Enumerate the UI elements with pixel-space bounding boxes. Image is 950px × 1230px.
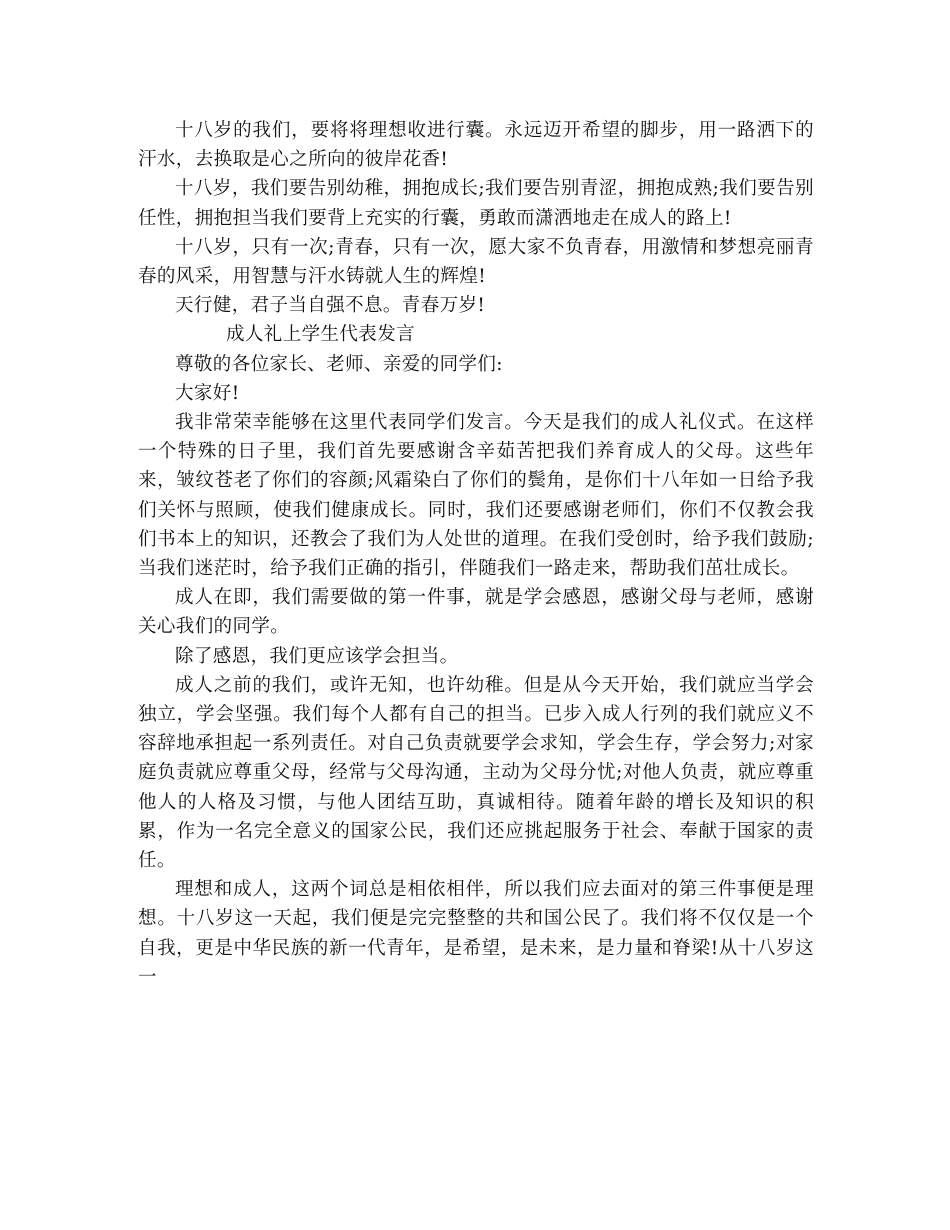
greeting: 大家好!: [175, 382, 240, 404]
paragraph: 十八岁，只有一次;青春，只有一次，愿大家不负青春，用激情和梦想亮丽青春的风采，用智慧与汗水铸就人生的辉煌!: [138, 236, 814, 288]
paragraph: 我非常荣幸能够在这里代表同学们发言。今天是我们的成人礼仪式。在这样一个特殊的日子里，我们首先要感谢含辛茹苦把我们养育成人的父母。这些年来，皱纹苍老了你们的容颜;风霜染白了你们的鬓角，是你们十八年如一日给予我们关怀与照顾，使我们健康成长。同时，我们还要感谢老师们，你们不仅教会我们书本上的知识，还教会了我们为人处世的道理。在我们受创时，给予我们鼓励;当我们迷茫时，给予我们正确的指引，伴随我们一路走来，帮助我们茁壮成长。: [138, 412, 814, 580]
paragraph: 十八岁的我们，要将将理想收进行囊。永远迈开希望的脚步，用一路洒下的汗水，去换取是心之所向的彼岸花香!: [138, 120, 814, 171]
paragraph: 除了感恩，我们更应该学会担当。: [175, 645, 459, 667]
paragraph: 天行健，君子当自强不息。青春万岁!: [175, 295, 486, 317]
paragraph: 理想和成人，这两个词总是相依相伴，所以我们应去面对的第三件事便是理想。十八岁这一天起，我们便是完完整整的共和国公民了。我们将不仅仅是一个自我，更是中华民族的新一代青年，是希望，是未来，是力量和脊梁!从十八岁这一: [138, 879, 814, 988]
paragraph: 十八岁，我们要告别幼稚，拥抱成长;我们要告别青涩，拥抱成熟;我们要告别任性，拥抱担当我们要背上充实的行囊，勇敢而潇洒地走在成人的路上!: [138, 178, 814, 229]
paragraph: 成人在即，我们需要做的第一件事，就是学会感恩，感谢父母与老师，感谢关心我们的同学。: [138, 587, 814, 638]
paragraph: 成人之前的我们，或许无知，也许幼稚。但是从今天开始，我们就应当学会独立，学会坚强。我们每个人都有自己的担当。已步入成人行列的我们就应义不容辞地承担起一系列责任。对自己负责就要学会求知，学会生存，学会努力;对家庭负责就应尊重父母，经常与父母沟通，主动为父母分忧;对他人负责，就应尊重他人的人格及习惯，与他人团结互助，真诚相待。随着年龄的增长及知识的积累，作为一名完全意义的国家公民，我们还应挑起服务于社会、奉献于国家的责任。: [138, 674, 814, 872]
salutation: 尊敬的各位家长、老师、亲爱的同学们:: [175, 353, 503, 375]
section-title: 成人礼上学生代表发言: [226, 324, 416, 346]
document-body: [138, 116, 814, 992]
